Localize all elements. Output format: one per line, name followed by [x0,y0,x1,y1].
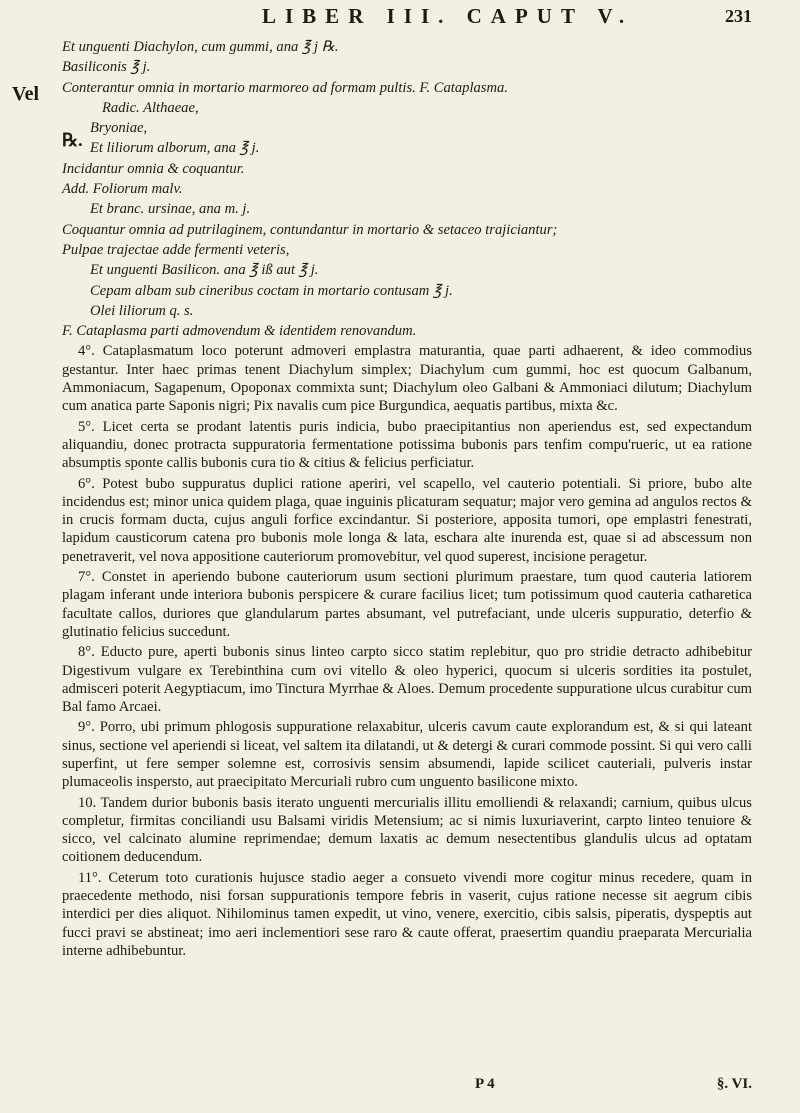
numbered-paragraph: 10. Tandem durior bubonis basis iterato unguenti mercurialis illitu emolliendi & relaxandi; carnium, quibus ulcus completur, firmitas conciliandi usu Balsami viridis Metensium; ac si nimis luxuriaverint, carpto linteo tenuiore & sicco, vel calcinato alumine reprimendae; demum laxatis ac demum nesectentibus glandulis ulcus ad optatam coitionem deducendum. [62,794,752,866]
recipe-line: Coquantur omnia ad putrilaginem, contundantur in mortario & setaceo trajiciantur; [62,221,558,238]
recipe-line: Cepam albam sub cineribus coctam in mortario contusam ℥ j. [90,282,453,299]
numbered-paragraph: 9°. Porro, ubi primum phlogosis suppuratione relaxabitur, ulceris cavum caute explorandum est, & si qui lateant sinus, sectione vel aperiendi si liceat, vel saltem ita dilatandi, ut & detergi & curari commode possint. Si qui vero calli superfint, ut fere semper solemne est, corrosivis sensim absumendi, lapide scilicet cauteriali, pulveris instar plumaceolis inspersto, aut praecipitato Mercuriali rubro cum unguento basilicone mixto. [62,719,752,791]
recipe-line: Conterantur omnia in mortario marmoreo ad formam pultis. F. Cataplasma. [62,79,508,96]
recipe-line: Incidantur omnia & coquantur. [62,160,245,177]
page-footer [0,1076,752,1096]
recipe-line: Basiliconis ℥ j. [62,59,151,76]
catchword: §. VI. [716,1076,752,1092]
recipe-line: Et unguenti Basilicon. ana ℥ iß aut ℥ j. [90,262,319,279]
running-head-title: LIBER III. CAPUT V. [262,4,634,28]
page-body [62,38,752,960]
recipe-line: Radic. Althaeae, [102,99,199,116]
numbered-paragraph: 5°. Licet certa se prodant latentis puris indicia, bubo praecipitantius non aperiendus est, sed expectandum aliquandiu, donec protracta suppuratoria fermentatione potissima bubonis pars tenfim compu'rueric, ut ea ratione absumptis sponte callis bubonis cura tio & citius & felicius perficiatur. [62,418,752,472]
margin-note: Vel [12,83,40,105]
numbered-paragraph: 11°. Ceterum toto curationis hujusce stadio aeger a consueto vivendi more cogitur minus recedere, quam in praecedente methodo, nisi forsan suppurationis tempore febris in vaserit, cujus ratione necesse sit aegrum cibis interdici per dies aliquot. Nihilominus tamen expedit, ut vino, venere, exercitio, cibis salsis, piperatis, dyspeptis aut fucci pravi se abstineat; imo aeri inclementiori sese raro & caute offerat, praesertim quandiu praeparata Mercurialia interne adhibebuntur. [62,869,752,959]
recipe-line: Et unguenti Diachylon, cum gummi, ana ℥ j ℞. [62,39,339,55]
numbered-paragraph: 8°. Educto pure, aperti bubonis sinus linteo carpto sicco statim replebitur, quo pro stridie detracto adhibebitur Digestivum vulgare ex Terebinthina cum ovi vitello & oleo hyperici, quocum si ulceris sordities ita postulet, admisceri poterit Aegyptiacum, imo Tinctura Myrrhae & Aloes. Demum procedente suppuratione ulcus curabitur cum Bal famo Arcaei. [62,644,752,716]
running-head [62,0,752,38]
numbered-paragraph: 7°. Constet in aperiendo bubone cauteriorum usum sectioni plurimum praestare, tum quod cauteria latiorem plagam inferant unde interiora bubonis perspicere & curare facilius licet; tum potissimum quod cauteria catharetica facultate callos, duriores que glandularum partes absumant, vel putrefaciant, unde ulceris suppuratio, deterfio & glutinatio felicius succedunt. [62,569,752,640]
recipe-line: Add. Foliorum malv. [62,181,183,198]
recipe-line: Bryoniae, [90,120,148,137]
recipe-line: Pulpae trajectae adde fermenti veteris, [62,241,290,258]
page-number: 231 [725,6,752,26]
numbered-paragraph: 4°. Cataplasmatum loco poterunt admoveri emplastra maturantia, quae parti adhaerent, & ideo commodius gestantur. Inter haec primas tenent Diachylum simplex; Diachylum cum gummi, hoc est quocum Galbanum, Ammoniacum, Sagapenum, Opoponax commixta sunt; Diachylum oleo Galbani & Ammoniaci dilutum; Diachylum cum anatica parte Saponis nigri; Pix navalis cum pice Burgundica, aequatis partibus, mixta &c. [62,343,752,415]
recipe-symbol: ℞. [62,130,83,150]
recipe-line: F. Cataplasma parti admovendum & identidem renovandum. [62,323,417,340]
signature-mark: P 4 [475,1076,495,1092]
numbered-paragraph: 6°. Potest bubo suppuratus duplici ratione aperiri, vel scapello, vel cauterio potentiali. Si priore, bubo alte incidendus est; minor unica quidem plaga, quae inguinis plicaturam sequatur; major vero gemina ad angulos rectos & in crucis formam ducta, cujus anguli forfice excindantur. Si posteriore, apposita tumori, ope emplastri fenestrati, lapidum causticorum catena pro bubonis mole longa & lata, eschara alte inurenda est, quae si ad abscessum non penetraverit, vel nova appositione cauteriorum promovebitur, vel quod superest, incisione peragetur. [62,475,752,565]
recipe-line: Olei liliorum q. s. [90,302,194,319]
recipe-line: Et branc. ursinae, ana m. j. [90,201,251,218]
recipe-line: Et liliorum alborum, ana ℥ j. [90,140,260,157]
